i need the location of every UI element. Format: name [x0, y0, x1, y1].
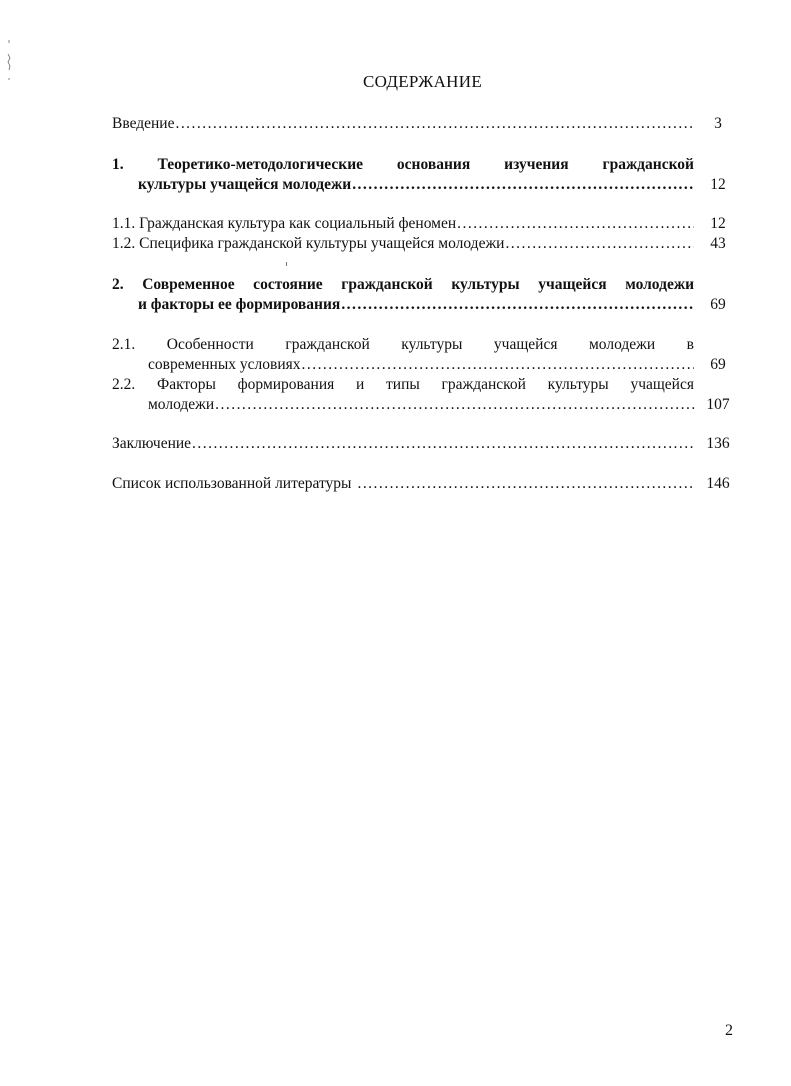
page-number: 2 [725, 1022, 733, 1039]
toc-entry-chapter-2[interactable] [112, 275, 694, 315]
toc-page-section-2-2: 107 [706, 396, 730, 413]
toc-entry-intro[interactable] [112, 114, 694, 134]
toc-label-line-2: молодежи [148, 396, 215, 413]
toc-page-section-1-1: 12 [710, 215, 726, 232]
toc-label: 1.2. Специфика гражданской культуры учащейся молодежи [112, 235, 505, 252]
toc-leader-dots [341, 295, 694, 315]
toc-leader-dots [192, 434, 694, 454]
toc-entry-references[interactable] [112, 474, 694, 494]
toc-leader-dots [215, 395, 694, 415]
toc-entry-section-2-1[interactable] [112, 335, 694, 375]
toc-label: 1.1. Гражданская культура как социальный феномен [112, 215, 457, 232]
toc-label-line-1: 1. Теоретико-методологические основания изучения гражданской [112, 156, 694, 173]
toc-label: Список использованной литературы [112, 475, 352, 492]
toc-entry-section-1-2[interactable] [112, 234, 694, 254]
toc-page-conclusion: 136 [706, 435, 730, 452]
toc-entry-conclusion[interactable] [112, 434, 694, 454]
toc-leader-dots [302, 355, 694, 375]
toc-entry-chapter-1[interactable] [112, 155, 694, 195]
toc-label: Введение [112, 115, 175, 132]
toc-label-line-2: и факторы ее формирования [138, 296, 341, 313]
toc-leader-dots [175, 114, 694, 134]
toc-leader-dots [457, 214, 694, 234]
scan-artifact-tick [286, 262, 287, 266]
toc-label: Заключение [112, 435, 192, 452]
toc-page-references: 146 [706, 475, 730, 492]
toc-leader-dots [357, 474, 694, 494]
toc-entry-section-2-2[interactable] [112, 375, 694, 415]
toc-entry-section-1-1[interactable] [112, 214, 694, 234]
toc-label-line-2: культуры учащейся молодежи [138, 176, 352, 193]
toc-page-intro: 3 [714, 115, 722, 132]
toc-page-chapter-2: 69 [710, 296, 726, 313]
toc-label-line-1: 2.1. Особенности гражданской культуры учащейся молодежи в [112, 336, 694, 353]
toc-label-line-1: 2. Современное состояние гражданской культуры учащейся молодежи [112, 276, 694, 293]
toc-page-chapter-1: 12 [710, 176, 726, 193]
toc-label-line-2: современных условиях [148, 356, 301, 373]
page-title: СОДЕРЖАНИЕ [362, 72, 483, 91]
toc-page-section-1-2: 43 [710, 235, 726, 252]
toc-leader-dots [352, 175, 694, 195]
toc-label-line-1: 2.2. Факторы формирования и типы гражданской культуры учащейся [112, 376, 694, 393]
toc-leader-dots [505, 234, 694, 254]
toc-page-section-2-1: 69 [710, 356, 726, 373]
